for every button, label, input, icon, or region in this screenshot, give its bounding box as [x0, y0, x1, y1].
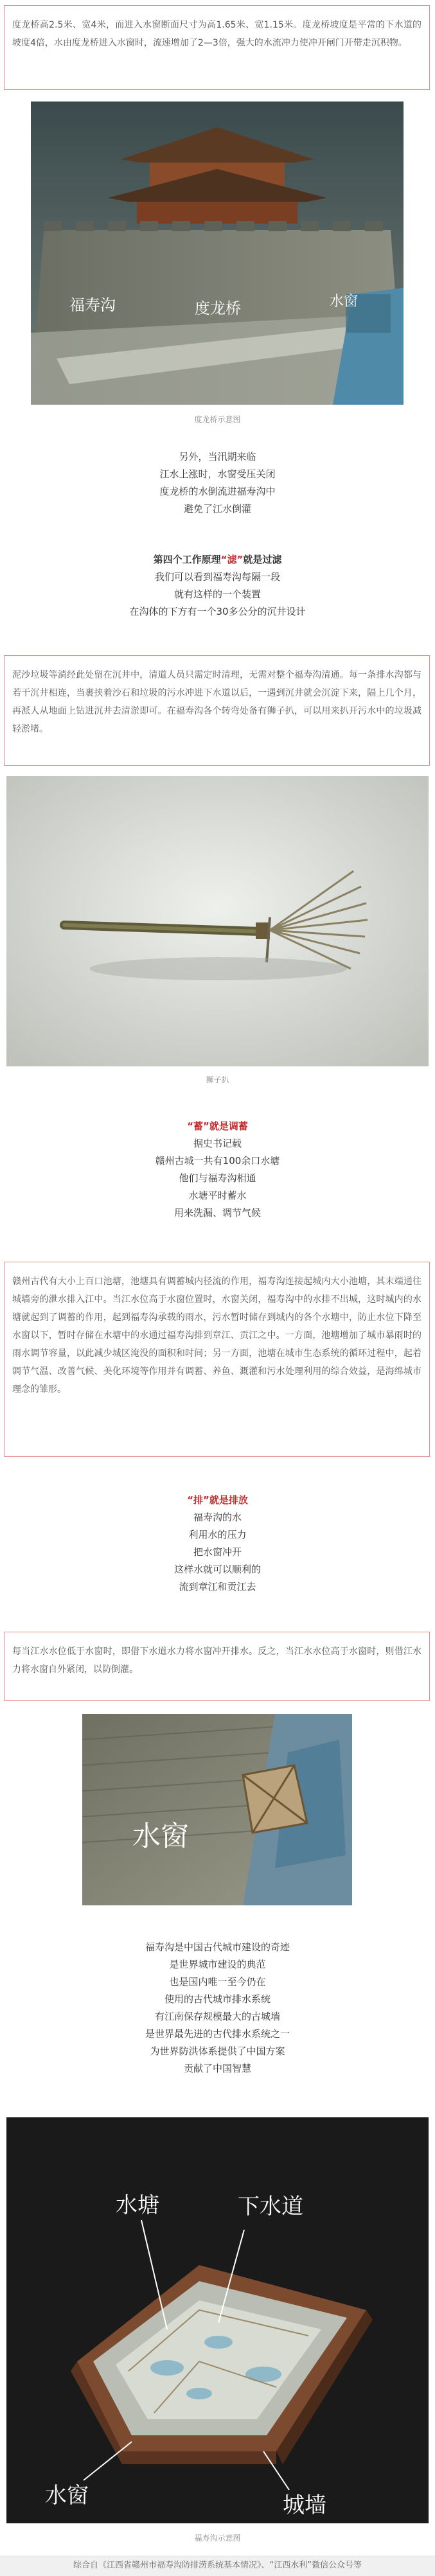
discharge-paragraph: 每当江水水位低于水窗时，即借下水道水力将水窗冲开排水。反之，当江水水位高于水窗时，则借江水力将水窗自外紧闭，以防倒灌。: [12, 1646, 422, 1675]
storage-heading-suffix: 就是调蓄: [209, 1120, 248, 1132]
label-sewer: 下水道: [238, 2194, 303, 2219]
dulong-bridge-illustration: [31, 101, 404, 405]
discharge-line: 这样水就可以顺利的: [173, 1564, 261, 1575]
discharge-box: [4, 1632, 430, 1701]
water-window-illustration: [82, 1714, 352, 1905]
storage-heading-keyword: “蓄”: [187, 1120, 209, 1132]
intro-paragraph: 度龙桥高2.5米、宽4米，而进入水窗断面尺寸为高1.65米、宽1.15米。度龙桥坡度是平常的下水道的坡度4倍，水由度龙桥进入水窗时，流速增加了2—3倍，强大的水流冲力使冲开闸门开带走沉积物。: [12, 20, 422, 48]
discharge-line: 流到章江和贡江去: [179, 1581, 256, 1592]
discharge-heading: [0, 1492, 435, 1509]
label-city-wall: 城墙: [283, 2492, 326, 2518]
filter-heading-keyword: “滤”: [220, 554, 244, 565]
storage-section: [0, 1118, 435, 1222]
storage-box: [4, 1262, 430, 1457]
fushou-diagram-illustration: [6, 2117, 429, 2523]
water-window-image: [82, 1714, 352, 1905]
label-water-window-large: 水窗: [132, 1820, 189, 1853]
discharge-section: [0, 1492, 435, 1596]
filter-heading: [0, 551, 435, 569]
discharge-line: 福寿沟的水: [193, 1512, 242, 1523]
rake-caption: 狮子扒: [206, 1075, 229, 1084]
storage-heading: [0, 1118, 435, 1135]
filter-section: [0, 551, 435, 621]
flood-verse: [0, 448, 435, 518]
closing-line: 福寿沟是中国古代城市建设的奇迹: [145, 1941, 290, 1953]
filter-paragraph: 泥沙垃圾等淌经此处留在沉井中，清道人员只需定时清理，无需对整个福寿沟清通。每一条排水沟都与若干沉井相连，当裹挟着沙石和垃圾的污水冲进下水道以后，一遇到沉井就会沉淀下来，隔上几个月，再派人从地面上钻进沉井去清淤即可。在福寿沟各个转弯处备有狮子扒，可以用来扒开污水中的垃圾减轻淤堵。: [12, 670, 422, 734]
closing-line: 是世界最先进的古代排水系统之一: [145, 2028, 290, 2040]
discharge-line: 利用水的压力: [188, 1529, 247, 1540]
discharge-heading-keyword: “排”: [187, 1494, 209, 1506]
filter-line: 就有这样的一个装置: [173, 588, 261, 600]
closing-line: 有江南保存规模最大的古城墙: [154, 2011, 280, 2022]
storage-line: 据史书记载: [193, 1138, 242, 1149]
closing-line: 为世界防洪体系提供了中国方案: [150, 2045, 285, 2057]
label-fushou-ditch: 福寿沟: [69, 296, 116, 314]
fushou-diagram-caption: 福寿沟示意图: [194, 2534, 241, 2543]
flood-verse-line: 江水上涨时，水窗受压关闭: [159, 468, 276, 480]
storage-line: 水塘平时蓄水: [188, 1190, 247, 1201]
label-dulong-bridge: 度龙桥: [195, 299, 241, 317]
discharge-line: 把水窗冲开: [193, 1546, 242, 1558]
label-pond: 水塘: [116, 2192, 159, 2218]
intro-box: [4, 5, 430, 90]
storage-line: 他们与福寿沟相通: [179, 1172, 256, 1184]
fushou-diagram-image: [6, 2117, 429, 2523]
dulong-bridge-caption: 度龙桥示意图: [194, 415, 241, 424]
discharge-heading-suffix: 就是排放: [209, 1494, 248, 1506]
filter-heading-prefix: 第四个工作原理: [153, 554, 221, 565]
rake-image: [6, 776, 429, 1066]
dulong-bridge-image: [31, 101, 404, 405]
storage-paragraph: 赣州古代有大小上百口池塘，池塘具有调蓄城内径流的作用，福寿沟连接起城内大小池塘，其末端通往城墙旁的泄水排入江中。当江水位高于水窗位置时，水窗关闭，福寿沟中的水排不出城，这时城内的水塘就起到了调蓄的作用，起到福寿沟承载的雨水，污水暂时储存到城内的各个水塘中，防止水位下降至水窗以下，暂时存储在水塘中的水通过福寿沟排到章江、贡江之中。一方面，池塘增加了城市暴雨时的雨水调节容量，以此减少城区淹没的面积和时间；另一方面，池塘在城市生态系统的循环过程中，起着调节气温、改善气候、美化环境等作用并有调蓄、养鱼、溉灌和污水处理利用的综合效益，是海绵城市理念的雏形。: [12, 1276, 422, 1395]
filter-line: 我们可以看到福寿沟每隔一段: [154, 571, 280, 583]
rake-illustration: [6, 776, 429, 1066]
closing-line: 贡献了中国智慧: [183, 2063, 251, 2074]
flood-verse-line: 另外，当汛期来临: [179, 451, 256, 463]
source-footer: 综合自《江西省赣州市福寿沟防排涝系统基本情况》、“江西水利”微信公众号等: [0, 2555, 435, 2576]
flood-verse-line: 避免了江水倒灌: [183, 503, 251, 515]
label-water-window: 水窗: [330, 294, 359, 310]
storage-line: 用来洗漏、调节气候: [173, 1207, 261, 1219]
filter-line: 在沟体的下方有一个30多公分的沉井设计: [129, 606, 306, 617]
label-water-window-diagram: 水窗: [45, 2483, 89, 2509]
filter-heading-suffix: 就是过滤: [243, 554, 282, 565]
closing-verse: [0, 1939, 435, 2078]
filter-box: [4, 655, 430, 766]
storage-line: 赣州古城一共有100余口水塘: [155, 1155, 280, 1167]
closing-line: 是世界城市建设的典范: [169, 1959, 266, 1970]
flood-verse-line: 度龙桥的水倒流进福寿沟中: [159, 486, 276, 497]
closing-line: 也是国内唯一至今仍在: [169, 1976, 266, 1988]
closing-line: 使用的古代城市排水系统: [164, 1993, 271, 2005]
